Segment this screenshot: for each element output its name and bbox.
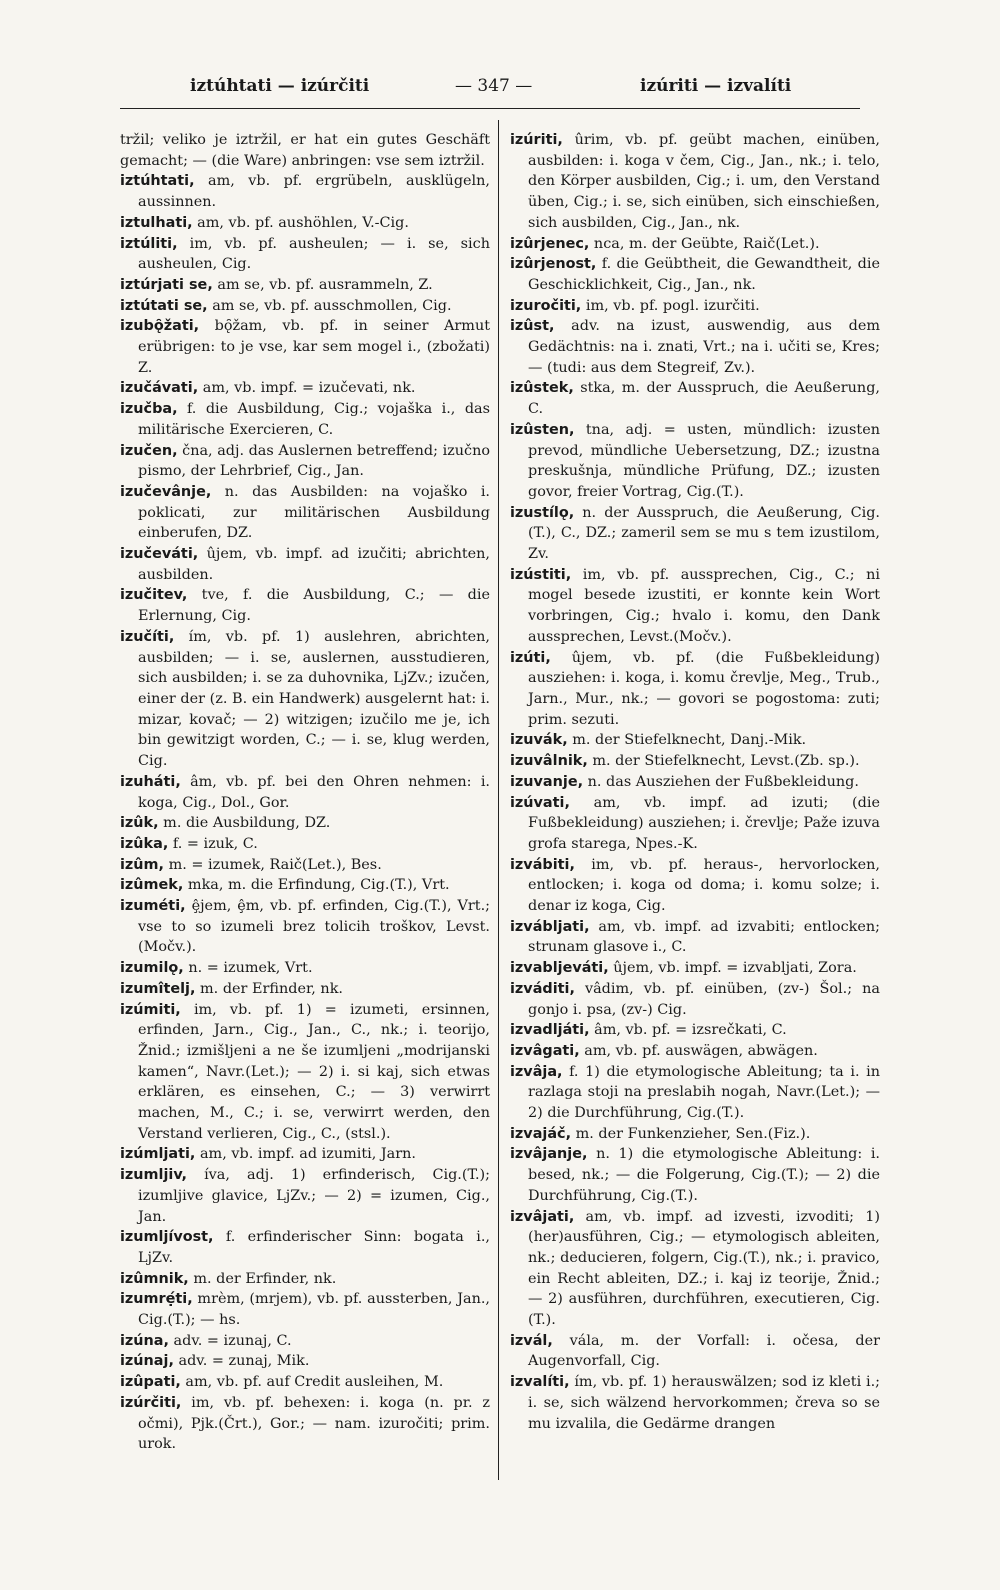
entry-headword: izuvâlnik, (510, 753, 588, 770)
dictionary-entry (120, 171, 490, 212)
entry-definition: n. das Ausziehen der Fußbekleidung. (583, 773, 859, 790)
dictionary-entry (120, 275, 490, 296)
entry-headword: izučitev, (120, 587, 188, 604)
entry-headword: izûmek, (120, 877, 184, 894)
entry-definition: am, vb. impf. ad izvesti, izvoditi; 1) (her)ausführen, Cig.; — etymologisch ableiten, nk.; deducieren, folgern, Cig.(T.), nk.; i. pravico, ein Recht ableiten, DZ.; i. kaj iz teorije, Žnid.; — 2) ausführen, durchführen, executieren, Cig.(T.). (528, 1208, 880, 1329)
dictionary-entry (510, 648, 880, 731)
entry-definition: am, vb. impf. ad izvabiti; entlocken; strunam glasove i., C. (528, 918, 880, 956)
dictionary-entry (120, 855, 490, 876)
dictionary-entry (120, 213, 490, 234)
entry-headword: izûka, (120, 835, 169, 852)
entry-definition: m. der Erfinder, nk. (195, 980, 343, 997)
entry-headword: izučen, (120, 442, 178, 459)
entry-headword: izúna, (120, 1332, 169, 1349)
column-divider (498, 120, 499, 1480)
dictionary-entry (510, 503, 880, 565)
entry-headword: izûstek, (510, 380, 574, 397)
header-left-guidewords: iztúhtati — izúrčiti (190, 76, 370, 96)
entry-definition: ûjem, vb. impf. ad izučiti; abrichten, ausbilden. (138, 546, 490, 583)
entry-definition: ím, vb. pf. 1) auslehren, abrichten, ausbilden; — i. se, auslernen, ausstudieren, sich ausbilden; i. se za duhovnika, LjZv.; izučen, einer der (z. B. ein Handwerk) ausgelernt hat: i. mizar, kovač; — 2) witzigen; izučilo me je, ich bin gewitzigt worden, C.; — i. se, klug werden, Cig. (138, 628, 490, 770)
entry-definition: ûjem, vb. pf. (die Fußbekleidung) ausziehen: i. koga, i. komu črevlje, Meg., Trub., Jarn., Mur., nk.; — govori se pogostoma: zuti; prim. sezuti. (528, 649, 880, 728)
entry-headword: izumljívost, (120, 1229, 214, 1246)
entry-headword: izváditi, (510, 980, 575, 997)
dictionary-entry (120, 1227, 490, 1268)
entry-headword: izûmnik, (120, 1270, 189, 1287)
entry-headword: izvabljeváti, (510, 960, 609, 977)
entry-definition: stka, m. der Ausspruch, die Aeußerung, C. (528, 380, 880, 418)
entry-definition: m. die Ausbildung, DZ. (158, 815, 331, 832)
entry-definition: im, vb. pf. ausheulen; — i. se, sich ausheulen, Cig. (138, 235, 490, 273)
entry-definition: čna, adj. das Auslernen betreffend; izučno pismo, der Lehrbrief, Cig., Jan. (138, 442, 490, 480)
entry-headword: izumilǫ, (120, 960, 184, 977)
dictionary-entry (510, 565, 880, 648)
entry-headword: izučeváti, (120, 546, 199, 563)
entry-headword: iztútati se, (120, 297, 208, 314)
entry-definition: f. die Geübtheit, die Gewandtheit, die Geschicklichkeit, Cig., Jan., nk. (528, 256, 880, 293)
entry-definition: f. die Ausbildung, Cig.; vojaška i., das militärische Exercieren, C. (138, 401, 490, 438)
entry-headword: izúrčiti, (120, 1394, 182, 1411)
entry-headword: izučávati, (120, 380, 199, 397)
entry-headword: izúti, (510, 649, 551, 666)
dictionary-entry (120, 813, 490, 834)
dictionary-entry (120, 875, 490, 896)
entry-headword: izuméti, (120, 898, 186, 915)
dictionary-entry (510, 1041, 880, 1062)
entry-definition: am se, vb. pf. ausschmollen, Cig. (207, 297, 452, 314)
dictionary-entry (510, 979, 880, 1020)
entry-definition: m. der Erfinder, nk. (188, 1270, 337, 1287)
entry-headword: izučevânje, (120, 483, 212, 500)
entry-headword: izubǫ̑žati, (120, 318, 200, 335)
entry-headword: izúvati, (510, 794, 570, 811)
entry-headword: izuvanje, (510, 773, 584, 790)
dictionary-entry (120, 1331, 490, 1352)
entry-headword: izvâjanje, (510, 1146, 588, 1163)
entry-definition: am, vb. impf. = izučevati, nk. (198, 380, 416, 397)
header-rule (120, 108, 860, 109)
entry-definition: n. 1) die etymologische Ableitung: i. besed, nk.; — die Folgerung, Cig.(T.); — 2) die Durchführung, Cig.(T.). (528, 1146, 880, 1204)
dictionary-entry (120, 296, 490, 317)
entry-definition: im, vb. pf. heraus-, hervorlocken, entlocken; i. koga od doma; i. komu solze; i. denar iz koga, Cig. (528, 856, 880, 915)
dictionary-entry (120, 441, 490, 482)
right-column (510, 130, 880, 1475)
dictionary-entry (510, 855, 880, 917)
dictionary-entry (120, 544, 490, 585)
entry-headword: izûsten, (510, 421, 575, 438)
entry-headword: izumrẹ́ti, (120, 1291, 193, 1308)
entry-headword: izvâjati, (510, 1208, 575, 1225)
entry-definition: âm, vb. pf. = izsrečkati, C. (589, 1022, 787, 1039)
entry-headword: izvadljáti, (510, 1022, 590, 1039)
dictionary-entry (120, 896, 490, 958)
running-header (0, 70, 1000, 104)
entry-headword: izúmiti, (120, 1001, 181, 1018)
entry-headword: iztúliti, (120, 235, 178, 252)
dictionary-entry (120, 1351, 490, 1372)
entry-definition: ȩ̂jem, ȩ̂m, vb. pf. erfinden, Cig.(T.), Vrt.; vse to so izumeli brez tolicih troškov, Levst.(Močv.). (138, 898, 490, 956)
entry-definition: f. 1) die etymologische Ableitung; ta i. in razlaga stoji na preslabih nogah, Navr.(Let.); — 2) die Durchführung, Cig.(T.). (528, 1063, 880, 1122)
entry-definition: im, vb. pf. 1) = izumeti, ersinnen, erfinden, Jarn., Cig., Jan., C., nk.; i. teorijo, Žnid.; izmišljeni a ne še izumljeni „modrijanski kamen“, Navr.(Let.); — 2) i. si kaj, sich etwas erklären, es einsehen, C.; — 3) verwirrt machen, M., C.; i. se, verwirrt werden, den Verstand verlieren, Cig., C., (stsl.). (138, 1001, 490, 1142)
dictionary-entry (120, 585, 490, 626)
dictionary-entry (120, 958, 490, 979)
entry-definition: tržil; veliko je iztržil, er hat ein gutes Geschäft gemacht; — (die Ware) anbringen: vse sem iztržil. (120, 132, 490, 169)
entry-headword: izvâja, (510, 1063, 563, 1080)
entry-definition: n. das Ausbilden: na vojaško i. poklicati, zur militärischen Ausbildung einberufen, DZ. (138, 483, 490, 542)
dictionary-entry (120, 1000, 490, 1145)
entry-definition: vâdim, vb. pf. einüben, (zv-) Šol.; na gonjo i. psa, (zv-) Cig. (528, 980, 880, 1018)
dictionary-entry (510, 130, 880, 234)
entry-headword: izûm, (120, 856, 165, 873)
entry-headword: iztúrjati se, (120, 276, 213, 293)
entry-headword: izvábiti, (510, 856, 575, 873)
entry-definition: ûjem, vb. impf. = izvabljati, Zora. (608, 960, 857, 977)
entry-definition: am, vb. impf. ad izumiti, Jarn. (195, 1146, 416, 1163)
dictionary-entry (120, 979, 490, 1000)
dictionary-entry (120, 1144, 490, 1165)
dictionary-entry (120, 234, 490, 275)
entry-definition: n. der Ausspruch, die Aeußerung, Cig.(T.), C., DZ.; zameril sem se mu s tem izustilom, Zv. (528, 504, 880, 563)
entry-definition: am, vb. pf. aushöhlen, V.-Cig. (192, 214, 409, 231)
entry-definition: tna, adj. = usten, mündlich: izusten prevod, mündliche Uebersetzung, DZ.; izustna preskušnja, mündliche Prüfung, DZ.; izusten govor, freier Vortrag, Cig.(T.). (528, 421, 880, 500)
entry-definition: âm, vb. pf. bei den Ohren nehmen: i. koga, Cig., Dol., Gor. (138, 773, 490, 811)
entry-definition: am, vb. pf. auswägen, abwägen. (579, 1042, 818, 1059)
dictionary-entry (510, 1331, 880, 1372)
entry-definition: tve, f. die Ausbildung, C.; — die Erlernung, Cig. (138, 587, 490, 625)
entry-definition: am, vb. pf. auf Credit ausleihen, M. (180, 1374, 444, 1391)
dictionary-entry (510, 772, 880, 793)
entry-headword: izvalíti, (510, 1374, 570, 1391)
dictionary-entry (120, 1393, 490, 1455)
entry-definition: f. = izuk, C. (168, 835, 258, 852)
entry-headword: izûpati, (120, 1374, 181, 1391)
entry-definition: ûrim, vb. pf. geübt machen, einüben, ausbilden: i. koga v čem, Cig., Jan., nk.; i. telo, den Körper ausbilden, Cig.; i. um, den Verstand üben, Cig.; i. se, sich einüben, sich einschießen, sich ausbilden, Cig., Jan., nk. (528, 132, 880, 231)
entry-headword: izustílǫ, (510, 504, 575, 521)
entry-headword: izumîtelj, (120, 980, 196, 997)
entry-headword: izuháti, (120, 773, 181, 790)
entry-definition: m. der Stiefelknecht, Danj.-Mik. (567, 732, 807, 749)
entry-definition: f. erfinderischer Sinn: bogata i., LjZv. (138, 1229, 490, 1266)
dictionary-entry (120, 834, 490, 855)
dictionary-entry (510, 1062, 880, 1124)
entry-definition: ím, vb. pf. 1) herauswälzen; sod iz kleti i.; i. se, sich wälzend hervorkommen; čreva so se mu izvalila, die Gedärme drangen (528, 1374, 880, 1432)
entry-headword: iztúhtati, (120, 173, 195, 190)
dictionary-entry (510, 1207, 880, 1331)
entry-headword: iztulhati, (120, 214, 193, 231)
entry-headword: izuvák, (510, 732, 568, 749)
entry-definition: am se, vb. pf. ausrammeln, Z. (212, 276, 433, 293)
dictionary-entry (510, 316, 880, 378)
entry-definition: mka, m. die Erfindung, Cig.(T.), Vrt. (183, 877, 450, 894)
entry-headword: izvál, (510, 1332, 553, 1349)
entry-definition: im, vb. pf. behexen: i. koga (n. pr. z očmi), Pjk.(Črt.), Gor.; — nam. izuročiti; prim. urok. (138, 1394, 490, 1453)
dictionary-entry (510, 254, 880, 295)
entry-definition: n. = izumek, Vrt. (183, 960, 313, 977)
dictionary-entry (120, 1269, 490, 1290)
dictionary-entry (120, 378, 490, 399)
dictionary-entry (510, 234, 880, 255)
dictionary-entry (120, 1289, 490, 1330)
dictionary-entry (120, 1372, 490, 1393)
entry-definition: im, vb. pf. pogl. izurčiti. (581, 297, 760, 314)
dictionary-entry (120, 772, 490, 813)
dictionary-entry (120, 1165, 490, 1227)
header-right-guidewords: izúriti — izvalíti (640, 76, 792, 96)
entry-headword: izúnaj, (120, 1353, 174, 1370)
entry-definition: adv. = izunaj, C. (168, 1332, 292, 1349)
entry-headword: izûst, (510, 318, 555, 335)
entry-headword: izvajáč, (510, 1125, 572, 1142)
entry-definition: íva, adj. 1) erfinderisch, Cig.(T.); izumljive glavice, LjZv.; — 2) = izumen, Cig., Jan. (138, 1167, 490, 1225)
entry-headword: izúriti, (510, 132, 563, 148)
entry-headword: izûk, (120, 815, 159, 832)
dictionary-entry (510, 751, 880, 772)
entry-headword: izvábljati, (510, 918, 590, 935)
page-number: — 347 — (455, 76, 533, 96)
entry-headword: izûrjenost, (510, 256, 597, 273)
dictionary-entry (510, 378, 880, 419)
entry-definition: m. der Funkenzieher, Sen.(Fiz.). (571, 1125, 811, 1142)
entry-definition: mrèm, (mrjem), vb. pf. aussterben, Jan., Cig.(T.); — hs. (138, 1291, 490, 1329)
dictionary-entry (510, 730, 880, 751)
dictionary-entry (510, 296, 880, 317)
entry-headword: izumljiv, (120, 1167, 188, 1184)
entry-definition: bǫ̑žam, vb. pf. in seiner Armut erübrigen: to je vse, kar sem mogel i., (zbožati) Z. (138, 318, 490, 376)
entry-headword: izuročiti, (510, 297, 582, 314)
dictionary-entry (510, 1020, 880, 1041)
entry-definition: m. der Stiefelknecht, Levst.(Zb. sp.). (587, 753, 860, 770)
entry-definition: im, vb. pf. aussprechen, Cig., C.; ni mogel besede izustiti, er konnte kein Wort vorbringen, Cig.; hvalo i. komu, den Dank aussprechen, Levst.(Močv.). (528, 566, 880, 645)
entry-definition: m. = izumek, Raič(Let.), Bes. (164, 856, 382, 873)
dictionary-entry (510, 420, 880, 503)
dictionary-entry (510, 958, 880, 979)
entry-definition: nca, m. der Geübte, Raič(Let.). (589, 235, 820, 252)
entry-headword: izûrjenec, (510, 235, 590, 252)
entry-headword: izučba, (120, 401, 178, 418)
entry-definition: am, vb. impf. ad izuti; (die Fußbekleidung) ausziehen; i. črevlje; Paže izuva grofa starega, Npes.-K. (528, 794, 880, 852)
entry-headword: izúmljati, (120, 1146, 196, 1163)
dictionary-entry (510, 1144, 880, 1206)
entry-definition: am, vb. pf. ergrübeln, ausklügeln, aussinnen. (138, 173, 490, 211)
entry-headword: izvâgati, (510, 1042, 580, 1059)
left-column (120, 130, 490, 1475)
entry-definition: vála, m. der Vorfall: i. očesa, der Augenvorfall, Cig. (528, 1332, 880, 1370)
entry-headword: izučíti, (120, 628, 175, 645)
entry-definition: adv. na izust, auswendig, aus dem Gedächtnis: na i. znati, Vrt.; na i. učiti se, Kres; — (tudi: aus dem Stegreif, Zv.). (528, 318, 880, 376)
dictionary-entry (120, 482, 490, 544)
dictionary-entry (510, 1372, 880, 1434)
dictionary-entry (120, 316, 490, 378)
dictionary-entry (120, 130, 490, 171)
dictionary-entry (510, 793, 880, 855)
entry-definition: adv. = zunaj, Mik. (173, 1353, 310, 1370)
dictionary-entry (510, 1124, 880, 1145)
entry-headword: izústiti, (510, 566, 572, 583)
dictionary-entry (510, 917, 880, 958)
dictionary-entry (120, 627, 490, 772)
dictionary-entry (120, 399, 490, 440)
